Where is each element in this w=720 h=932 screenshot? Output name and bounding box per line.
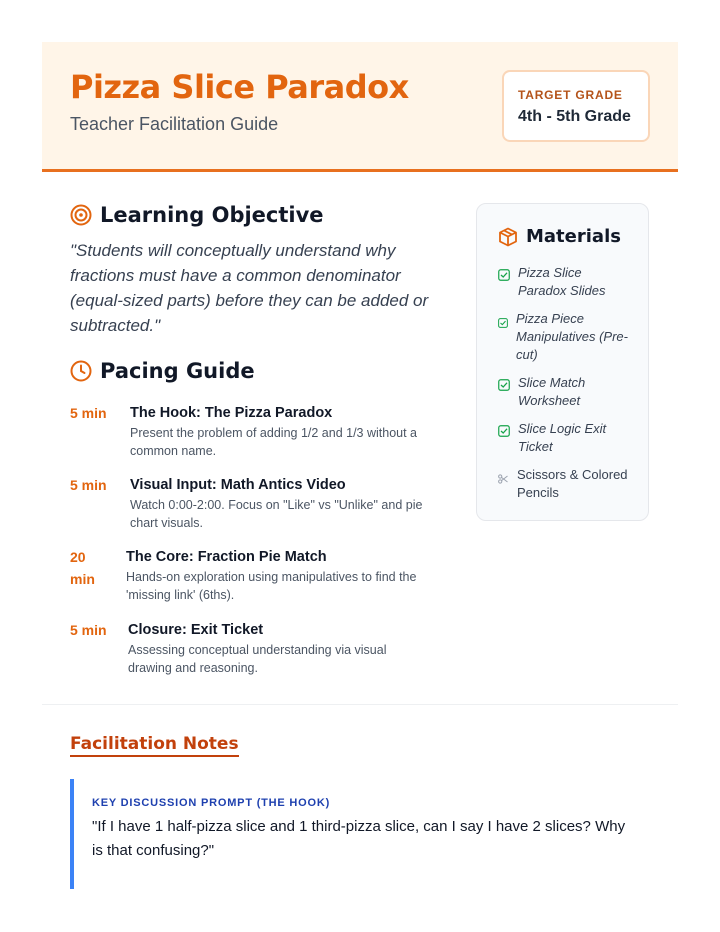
desc-line: drawing and reasoning. <box>128 661 258 675</box>
check-icon <box>498 268 510 280</box>
pacing-row <box>70 619 460 677</box>
box-icon <box>498 227 518 247</box>
discussion-prompt-label: KEY DISCUSSION PROMPT (THE HOOK) <box>92 797 331 809</box>
discussion-prompt-box <box>70 779 650 889</box>
material-line: Slice Match <box>518 375 586 390</box>
pacing-activity-desc <box>126 568 416 604</box>
scissors-icon <box>498 471 508 481</box>
materials-heading <box>498 226 621 247</box>
pacing-guide-heading <box>70 359 255 383</box>
materials-card <box>476 203 649 521</box>
material-item <box>498 310 628 364</box>
target-grade-label: TARGET GRADE <box>518 88 623 102</box>
objective-line: subtracted." <box>70 316 161 335</box>
material-line: Pencils <box>517 485 559 500</box>
material-line: Manipulatives (Pre- <box>516 329 628 344</box>
desc-line: Present the problem of adding 1/2 and 1/3 without a <box>130 426 417 440</box>
pacing-row <box>70 546 460 604</box>
material-line: Ticket <box>518 439 553 454</box>
desc-line: Hands-on exploration using manipulatives to find the <box>126 570 417 584</box>
material-line: Paradox Slides <box>518 283 606 298</box>
material-label <box>516 310 628 364</box>
pacing-activity-desc <box>130 496 422 532</box>
material-label <box>518 374 585 410</box>
pacing-activity-title: The Hook: The Pizza Paradox <box>130 405 333 421</box>
target-grade-card <box>502 70 650 142</box>
learning-objective-heading <box>70 203 324 227</box>
learning-objective-title: Learning Objective <box>100 203 324 227</box>
pacing-guide-title: Pacing Guide <box>100 359 255 383</box>
section-divider <box>42 704 678 705</box>
pacing-time: 5 min <box>70 405 107 421</box>
material-item <box>498 374 585 410</box>
pacing-activity-title: Closure: Exit Ticket <box>128 622 264 638</box>
objective-line: (equal-sized parts) before they can be added or <box>70 291 429 310</box>
check-icon <box>498 424 510 436</box>
discussion-prompt-text <box>92 815 637 863</box>
material-line: cut) <box>516 347 538 362</box>
material-line: Worksheet <box>518 393 581 408</box>
material-label <box>517 466 628 502</box>
check-icon <box>498 315 508 325</box>
objective-quote <box>70 238 450 338</box>
material-line: Slice Logic Exit <box>518 421 607 436</box>
objective-line: fractions must have a common denominator <box>70 266 401 285</box>
pacing-activity-desc <box>130 424 417 460</box>
material-label <box>518 420 606 456</box>
page-subtitle: Teacher Facilitation Guide <box>70 114 279 134</box>
target-grade-value: 4th - 5th Grade <box>518 108 631 125</box>
pacing-time: 5 min <box>70 622 107 638</box>
objective-line: "Students will conceptually understand why <box>70 241 396 260</box>
pacing-time: 20 min <box>70 549 95 587</box>
desc-line: common name. <box>130 444 217 458</box>
material-item <box>498 420 606 456</box>
desc-line: chart visuals. <box>130 516 203 530</box>
clock-icon <box>70 360 92 382</box>
material-line: Pizza Piece <box>516 311 584 326</box>
desc-line: Watch 0:00-2:00. Focus on "Like" vs "Unlike" and pie <box>130 498 423 512</box>
material-line: Pizza Slice <box>518 265 582 280</box>
pacing-time: 5 min <box>70 477 107 493</box>
material-item <box>498 466 628 502</box>
pacing-activity-title: The Core: Fraction Pie Match <box>126 549 327 565</box>
pacing-row <box>70 402 460 460</box>
check-icon <box>498 378 510 390</box>
pacing-activity-desc <box>128 641 387 677</box>
page-title: Pizza Slice Paradox <box>70 68 409 106</box>
material-label <box>518 264 605 300</box>
material-item <box>498 264 605 300</box>
target-icon <box>70 204 92 226</box>
pacing-activity-title: Visual Input: Math Antics Video <box>130 477 346 493</box>
materials-title: Materials <box>526 226 621 247</box>
material-line: Scissors & Colored <box>517 467 628 482</box>
desc-line: Assessing conceptual understanding via visual <box>128 643 387 657</box>
desc-line: 'missing link' (6ths). <box>126 588 235 602</box>
pacing-row <box>70 474 460 532</box>
header-banner <box>42 42 678 172</box>
prompt-line: is that confusing?" <box>92 842 215 859</box>
prompt-line: "If I have 1 half-pizza slice and 1 third-pizza slice, can I say I have 2 slices? Why <box>92 818 626 835</box>
facilitation-notes-heading: Facilitation Notes <box>70 734 239 757</box>
